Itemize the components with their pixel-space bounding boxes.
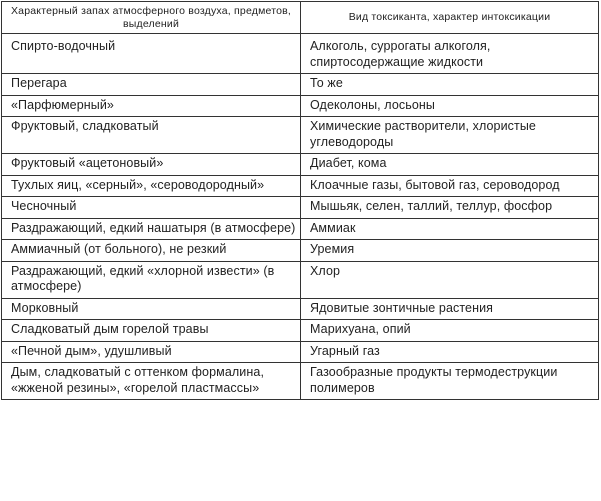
table-row <box>2 240 599 262</box>
cell-toxicant: Диабет, кома <box>301 154 599 176</box>
smell-toxicant-table <box>1 1 599 400</box>
cell-smell: Сладковатый дым горелой травы <box>2 320 301 342</box>
cell-toxicant: Алкоголь, суррогаты алкоголя, спиртосодержащие жидкости <box>301 34 599 74</box>
cell-toxicant: Марихуана, опий <box>301 320 599 342</box>
table-row <box>2 197 599 219</box>
table-row <box>2 320 599 342</box>
cell-toxicant: Хлор <box>301 261 599 298</box>
cell-smell: Морковный <box>2 298 301 320</box>
cell-smell: Тухлых яиц, «серный», «сероводородный» <box>2 175 301 197</box>
cell-toxicant: Аммиак <box>301 218 599 240</box>
table-row <box>2 218 599 240</box>
cell-toxicant: Уремия <box>301 240 599 262</box>
cell-smell: «Печной дым», удушливый <box>2 341 301 363</box>
cell-toxicant: Газообразные продукты термодеструкции полимеров <box>301 363 599 400</box>
cell-toxicant: Ядовитые зонтичные растения <box>301 298 599 320</box>
header-smell: Характерный запах атмосферного воздуха, предметов, выделений <box>2 2 301 34</box>
cell-smell: Раздражающий, едкий «хлорной извести» (в атмосфере) <box>2 261 301 298</box>
cell-toxicant: Одеколоны, лосьоны <box>301 95 599 117</box>
table-row <box>2 261 599 298</box>
cell-smell: Спирто-водочный <box>2 34 301 74</box>
table-row <box>2 95 599 117</box>
cell-smell: Фруктовый, сладковатый <box>2 117 301 154</box>
cell-smell: Дым, сладковатый с оттенком формалина, «жженой резины», «горелой пластмассы» <box>2 363 301 400</box>
table-row <box>2 363 599 400</box>
table-row <box>2 298 599 320</box>
header-toxicant: Вид токсиканта, характер интоксикации <box>301 2 599 34</box>
table-row <box>2 175 599 197</box>
cell-toxicant: Мышьяк, селен, таллий, теллур, фосфор <box>301 197 599 219</box>
cell-toxicant: Угарный газ <box>301 341 599 363</box>
cell-smell: Аммиачный (от больного), не резкий <box>2 240 301 262</box>
cell-smell: Раздражающий, едкий нашатыря (в атмосфере) <box>2 218 301 240</box>
table-row <box>2 74 599 96</box>
table-row <box>2 154 599 176</box>
table-row <box>2 34 599 74</box>
table-row <box>2 341 599 363</box>
cell-toxicant: Химические растворители, хлористые углеводороды <box>301 117 599 154</box>
cell-toxicant: Клоачные газы, бытовой газ, сероводород <box>301 175 599 197</box>
header-row <box>2 2 599 34</box>
cell-smell: Перегара <box>2 74 301 96</box>
cell-smell: Чесночный <box>2 197 301 219</box>
cell-smell: Фруктовый «ацетоновый» <box>2 154 301 176</box>
table-row <box>2 117 599 154</box>
cell-toxicant: То же <box>301 74 599 96</box>
cell-smell: «Парфюмерный» <box>2 95 301 117</box>
